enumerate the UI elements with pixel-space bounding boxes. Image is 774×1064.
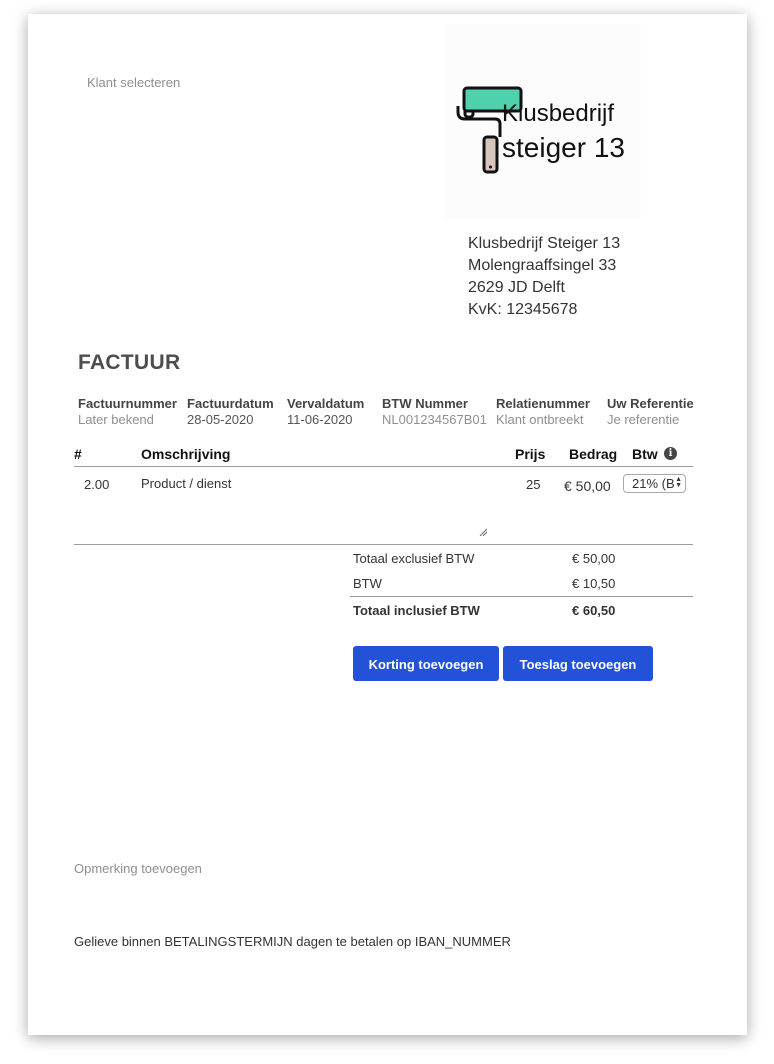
meta-label: Vervaldatum bbox=[287, 396, 365, 411]
remark-input[interactable]: Opmerking toevoegen bbox=[74, 861, 202, 876]
row-amount: € 50,00 bbox=[564, 478, 611, 494]
divider bbox=[74, 544, 693, 545]
meta-value[interactable]: 28-05-2020 bbox=[187, 412, 254, 427]
company-logo[interactable] bbox=[445, 24, 641, 218]
row-number[interactable]: 2.00 bbox=[84, 477, 110, 492]
meta-value[interactable]: Later bekend bbox=[78, 412, 154, 427]
meta-value[interactable]: NL001234567B01 bbox=[382, 412, 487, 427]
total-incl-value: € 60,50 bbox=[572, 603, 616, 618]
meta-relation-number bbox=[496, 396, 590, 428]
col-vat: Btw bbox=[632, 446, 658, 462]
lines-table-header bbox=[74, 446, 693, 467]
meta-invoice-number bbox=[78, 396, 177, 428]
logo-line-1: Klusbedrijf bbox=[502, 100, 615, 127]
meta-due-date bbox=[287, 396, 364, 428]
resize-handle-icon[interactable] bbox=[479, 528, 487, 536]
total-incl-label: Totaal inclusief BTW bbox=[353, 603, 480, 618]
meta-value[interactable]: 11-06-2020 bbox=[287, 412, 353, 427]
meta-label: Uw Referentie bbox=[607, 396, 694, 411]
company-kvk: KvK: 12345678 bbox=[468, 301, 578, 318]
vat-select[interactable] bbox=[623, 474, 686, 493]
add-discount-button[interactable]: Korting toevoegen bbox=[353, 646, 499, 681]
payment-terms-text: Gelieve binnen BETALINGSTERMIJN dagen te betalen op IBAN_NUMMER bbox=[74, 934, 511, 949]
col-number: # bbox=[74, 446, 82, 462]
total-excl-value: € 50,00 bbox=[572, 551, 616, 566]
company-street: Molengraaffsingel 33 bbox=[468, 257, 617, 274]
invoice-page bbox=[28, 14, 747, 1035]
col-price: Prijs bbox=[515, 446, 546, 462]
client-select[interactable]: Klant selecteren bbox=[87, 75, 181, 90]
meta-invoice-date bbox=[187, 396, 274, 428]
meta-label: Factuurnummer bbox=[78, 396, 177, 411]
meta-value[interactable]: Je referentie bbox=[607, 412, 680, 427]
add-surcharge-button[interactable]: Toeslag toevoegen bbox=[503, 646, 653, 681]
vat-value: € 10,50 bbox=[572, 576, 616, 591]
vat-label: BTW bbox=[353, 576, 382, 591]
row-price[interactable]: 25 bbox=[526, 477, 541, 492]
company-address bbox=[468, 233, 620, 321]
info-icon[interactable]: i bbox=[664, 447, 677, 460]
total-excl-label: Totaal exclusief BTW bbox=[353, 551, 475, 566]
col-amount: Bedrag bbox=[569, 446, 618, 462]
divider bbox=[350, 596, 693, 597]
vat-select-value: 21% (B bbox=[632, 476, 675, 491]
meta-label: BTW Nummer bbox=[382, 396, 468, 411]
description-input[interactable] bbox=[139, 474, 493, 542]
page-title: FACTUUR bbox=[78, 351, 181, 374]
select-arrows-icon: ▲ ▼ bbox=[675, 476, 682, 489]
meta-vat-number bbox=[382, 396, 487, 428]
company-name: Klusbedrijf Steiger 13 bbox=[468, 235, 621, 252]
meta-label: Factuurdatum bbox=[187, 396, 274, 411]
col-description: Omschrijving bbox=[141, 446, 231, 462]
company-postal-city: 2629 JD Delft bbox=[468, 279, 565, 296]
meta-label: Relatienummer bbox=[496, 396, 590, 411]
logo-line-2: steiger 13 bbox=[502, 132, 625, 163]
meta-value[interactable]: Klant ontbreekt bbox=[496, 412, 584, 427]
meta-your-reference bbox=[607, 396, 694, 428]
